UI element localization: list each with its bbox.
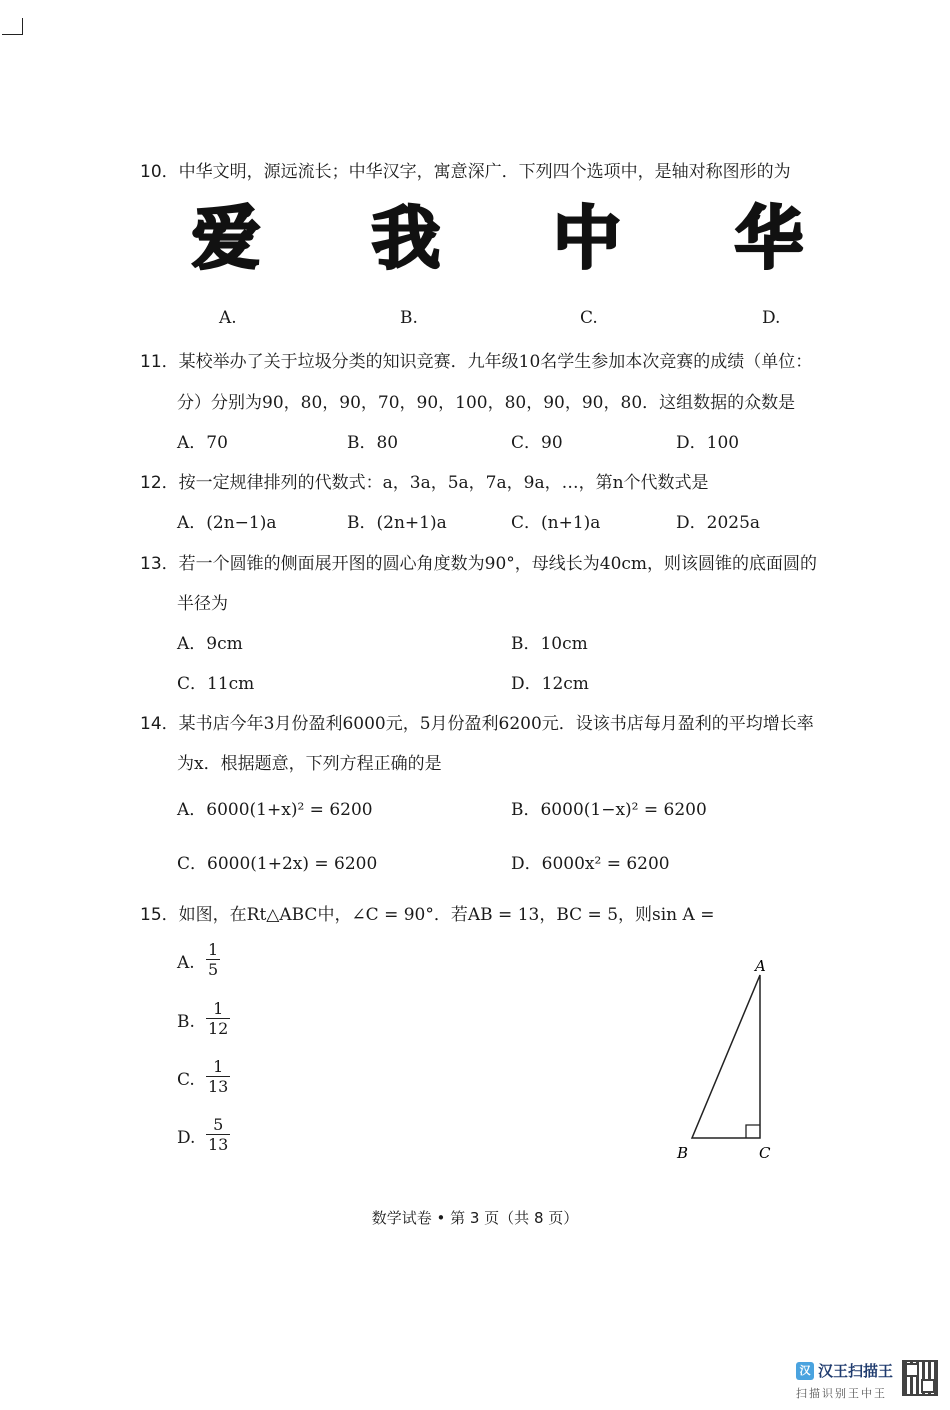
option-a: A．70 <box>177 433 228 453</box>
option-c-fraction <box>206 1057 230 1096</box>
option-a: A．9cm <box>177 634 243 654</box>
option-b-fraction <box>206 999 230 1038</box>
option-c-character: 中 <box>553 200 622 279</box>
right-angle-mark <box>746 1125 760 1138</box>
option-a-label: A. <box>177 953 195 973</box>
question-text: 按一定规律排列的代数式：a，3a，5a，7a，9a，…，第n个代数式是 <box>178 473 709 493</box>
option-a-label: A. <box>219 308 237 328</box>
option-b-character: 我 <box>372 200 441 279</box>
option-a-character: 爱 <box>192 200 261 279</box>
vertex-b-label: B <box>677 1144 689 1162</box>
question-text-line-2: 为x．根据题意，下列方程正确的是 <box>177 754 442 774</box>
denominator: 12 <box>208 1019 229 1038</box>
watermark-subtitle: 扫描识别王中王 <box>796 1387 887 1400</box>
option-b-label: B. <box>177 1012 195 1032</box>
question-number: 11． <box>140 352 179 372</box>
question-11 <box>140 347 812 372</box>
question-number: 15． <box>140 905 179 925</box>
option-a: A．6000(1+x)² = 6200 <box>177 800 373 820</box>
option-a: A．(2n−1)a <box>177 513 277 533</box>
question-14 <box>140 709 814 734</box>
right-triangle-figure <box>660 950 790 1165</box>
vertex-c-label: C <box>759 1144 771 1162</box>
option-a-fraction <box>206 940 220 979</box>
question-text-line-2: 分）分别为90，80，90，70，90，100，80，90，90，80．这组数据的众数是 <box>177 393 796 413</box>
option-c: C．11cm <box>177 674 255 694</box>
page-footer: 数学试卷 • 第 3 页（共 8 页） <box>371 1209 579 1227</box>
option-b: B．6000(1−x)² = 6200 <box>511 800 707 820</box>
option-d: D．2025a <box>676 513 761 533</box>
option-b: B．80 <box>347 433 399 453</box>
option-b: B．10cm <box>511 634 588 654</box>
option-d-label: D. <box>177 1128 196 1148</box>
option-c: C．(n+1)a <box>511 513 601 533</box>
question-text: 如图，在Rt△ABC中，∠C = 90°．若AB = 13，BC = 5，则sin A = <box>178 905 715 925</box>
question-text-line-1: 某书店今年3月份盈利6000元，5月份盈利6200元．设该书店每月盈利的平均增长率 <box>178 714 814 734</box>
option-d: D．12cm <box>511 674 589 694</box>
denominator: 5 <box>208 960 219 979</box>
corner-crop-mark <box>2 18 23 35</box>
triangle-abc <box>692 975 760 1138</box>
question-10 <box>140 157 791 182</box>
option-d-label: D. <box>762 308 781 328</box>
question-number: 10． <box>140 162 179 182</box>
option-d-fraction <box>206 1115 230 1154</box>
numerator: 1 <box>213 999 224 1018</box>
option-b: B．(2n+1)a <box>347 513 447 533</box>
question-12 <box>140 468 709 493</box>
option-d: D．100 <box>676 433 740 453</box>
question-13 <box>140 549 817 574</box>
question-15 <box>140 900 714 925</box>
numerator: 5 <box>213 1115 224 1134</box>
question-number: 13． <box>140 554 179 574</box>
vertex-a-label: A <box>755 957 766 975</box>
option-c-label: C. <box>177 1070 195 1090</box>
option-c: C．90 <box>511 433 563 453</box>
denominator: 13 <box>208 1077 229 1096</box>
question-text-line-2: 半径为 <box>177 594 228 614</box>
numerator: 1 <box>208 940 219 959</box>
watermark-brand: 汉王扫描王 <box>818 1362 894 1380</box>
option-c-label: C. <box>580 308 598 328</box>
option-c: C．6000(1+2x) = 6200 <box>177 854 378 874</box>
qr-code-icon <box>902 1360 938 1396</box>
hanwang-logo-icon: 汉 <box>796 1362 814 1380</box>
question-text: 中华文明，源远流长；中华汉字，寓意深广．下列四个选项中，是轴对称图形的为 <box>178 162 791 182</box>
numerator: 1 <box>213 1057 224 1076</box>
option-d: D．6000x² = 6200 <box>511 854 670 874</box>
scanner-watermark <box>796 1360 896 1401</box>
option-d-character: 华 <box>735 200 804 279</box>
question-number: 12． <box>140 473 179 493</box>
denominator: 13 <box>208 1135 229 1154</box>
option-b-label: B. <box>400 308 418 328</box>
question-text-line-1: 某校举办了关于垃圾分类的知识竞赛．九年级10名学生参加本次竞赛的成绩（单位： <box>178 352 813 372</box>
question-number: 14． <box>140 714 179 734</box>
question-text-line-1: 若一个圆锥的侧面展开图的圆心角度数为90°，母线长为40cm，则该圆锥的底面圆的 <box>178 554 818 574</box>
